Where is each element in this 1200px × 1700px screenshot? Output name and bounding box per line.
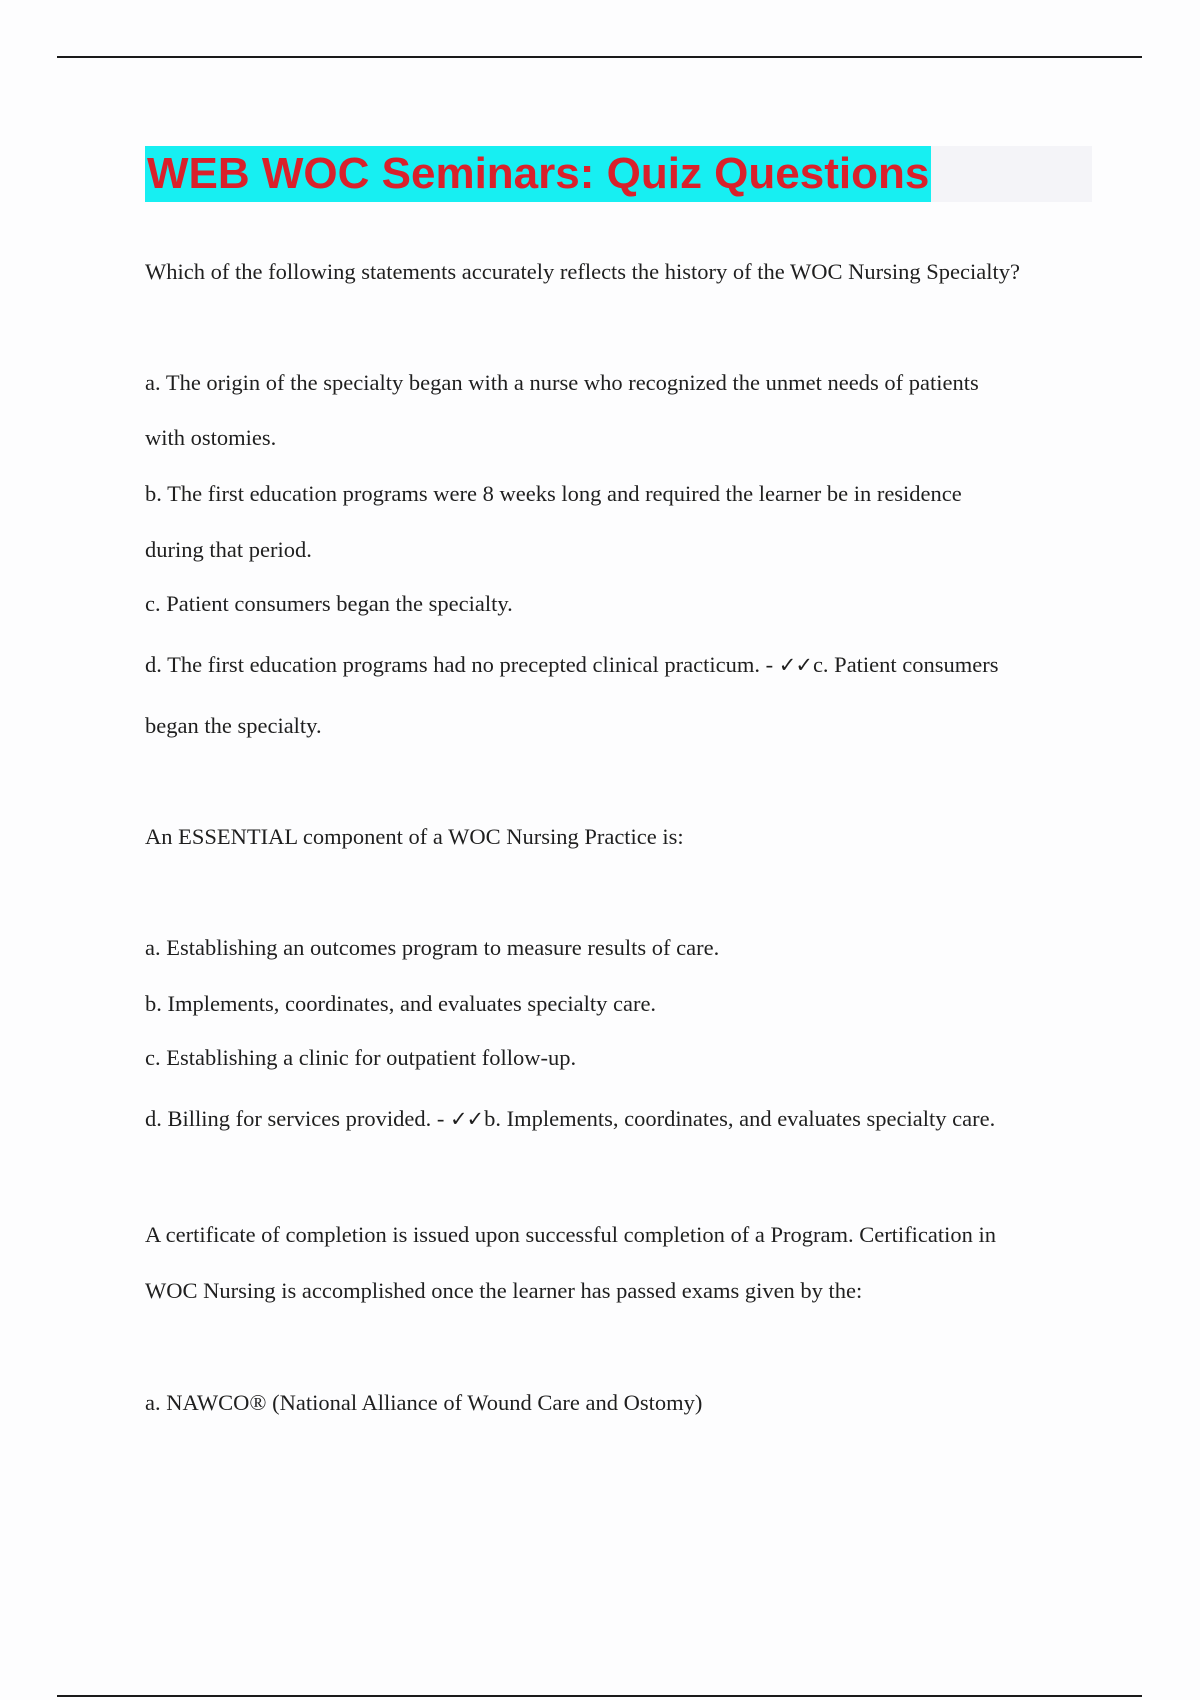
question-1-answer-continued: began the specialty. — [145, 713, 322, 738]
document-title: WEB WOC Seminars: Quiz Questions — [145, 146, 931, 202]
question-2-option-d: d. Billing for services provided. - — [145, 1106, 450, 1131]
question-2-stem: An ESSENTIAL component of a WOC Nursing Practice is: — [145, 824, 684, 849]
question-1-option-d-with-answer — [145, 651, 999, 679]
question-1-option-a-line-1: a. The origin of the specialty began with a nurse who recognized the unmet needs of patients — [145, 370, 979, 395]
question-2-option-d-with-answer — [145, 1105, 995, 1133]
question-2-option-c: c. Establishing a clinic for outpatient follow-up. — [145, 1045, 577, 1070]
question-1-option-b-line-1: b. The first education programs were 8 weeks long and required the learner be in residence — [145, 481, 962, 506]
question-3-option-a: a. NAWCO® (National Alliance of Wound Care and Ostomy) — [145, 1390, 703, 1415]
header-rule — [57, 56, 1142, 58]
question-2-option-b: b. Implements, coordinates, and evaluates specialty care. — [145, 991, 657, 1016]
question-1-option-a-line-2: with ostomies. — [145, 425, 277, 450]
checkmark-icon: ✓✓ — [449, 1107, 484, 1131]
question-1-answer: c. Patient consumers — [812, 652, 999, 677]
checkmark-icon: ✓✓ — [778, 653, 812, 677]
question-1-option-b-line-2: during that period. — [145, 537, 312, 562]
question-1-option-c: c. Patient consumers began the specialty. — [145, 591, 513, 616]
question-1-option-d: d. The first education programs had no precepted clinical practicum. - — [145, 652, 779, 677]
question-1-stem: Which of the following statements accurately reflects the history of the WOC Nursing Specialty? — [145, 259, 1020, 284]
question-2-option-a: a. Establishing an outcomes program to measure results of care. — [145, 935, 720, 960]
question-3-stem-line-2: WOC Nursing is accomplished once the learner has passed exams given by the: — [145, 1278, 863, 1303]
question-3-stem-line-1: A certificate of completion is issued upon successful completion of a Program. Certification in — [145, 1222, 997, 1247]
footer-rule — [57, 1695, 1142, 1697]
question-2-answer: b. Implements, coordinates, and evaluates specialty care. — [484, 1106, 996, 1131]
